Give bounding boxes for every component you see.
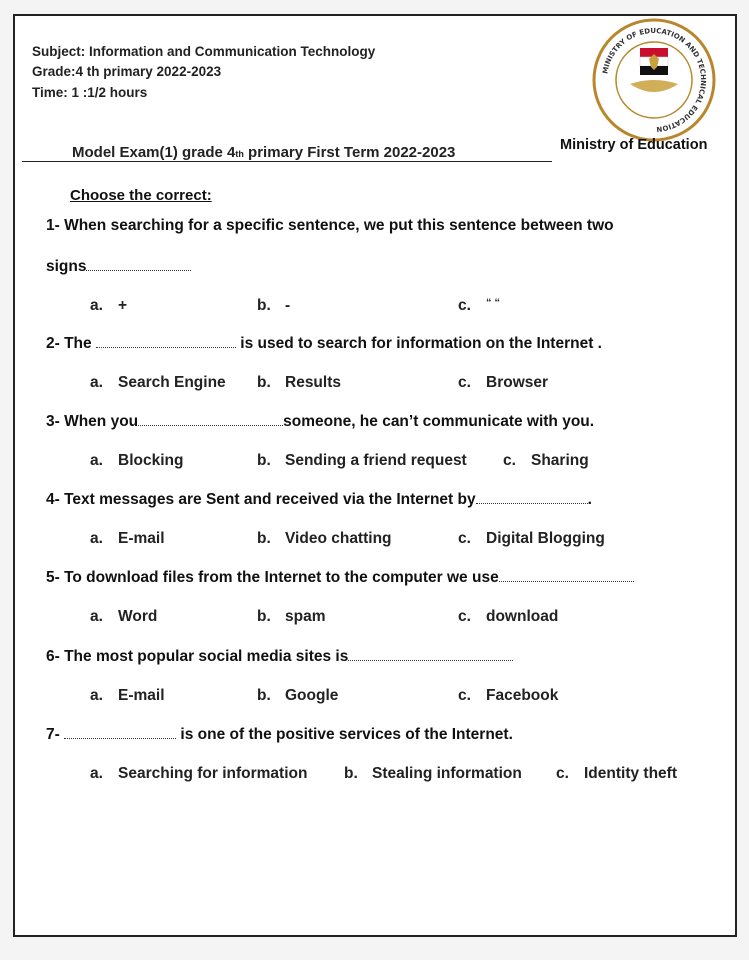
q5-option-a: a. Word — [90, 608, 158, 625]
question-1-line1: 1- When searching for a specific sentence, we put this sentence between two — [46, 217, 614, 234]
q6-option-c: c. Facebook — [458, 687, 559, 704]
instruction-heading: Choose the correct: — [70, 187, 212, 204]
q7-option-a: a. Searching for information — [90, 765, 308, 782]
q5-option-b: b. spam — [257, 608, 326, 625]
time-line: Time: 1 :1/2 hours — [32, 85, 148, 100]
q2-option-a: a. Search Engine — [90, 374, 226, 391]
q3-option-b: b. Sending a friend request — [257, 452, 467, 469]
exam-title: Model Exam(1) grade 4th primary First Term 2022-2023 — [72, 144, 456, 161]
q5-option-c: c. download — [458, 608, 559, 625]
q1-option-b: b. - — [257, 297, 291, 314]
answer-blank — [64, 737, 176, 739]
q7-option-c: c. Identity theft — [556, 765, 677, 782]
q3-option-c: c. Sharing — [503, 452, 589, 469]
question-3: 3- When you someone, he can’t communicate with you. — [46, 413, 595, 430]
q6-option-b: b. Google — [257, 687, 339, 704]
ministry-seal-logo — [592, 18, 716, 142]
q1-option-a: a. + — [90, 297, 128, 314]
q4-option-c: c. Digital Blogging — [458, 530, 605, 547]
answer-blank — [499, 580, 634, 582]
answer-blank — [348, 659, 513, 661]
q7-option-b: b. Stealing information — [344, 765, 522, 782]
question-5: 5- To download files from the Internet to the computer we use — [46, 569, 634, 587]
q2-option-c: c. Browser — [458, 374, 549, 391]
answer-blank — [476, 502, 588, 504]
subject-line: Subject: Information and Communication Technology — [32, 44, 376, 59]
grade-line: Grade:4 th primary 2022-2023 — [32, 64, 222, 79]
question-2: 2- The is used to search for information on the Internet . — [46, 335, 602, 352]
q3-option-a: a. Blocking — [90, 452, 184, 469]
question-6: 6- The most popular social media sites is — [46, 648, 513, 666]
q1-option-c: c. “ “ — [458, 297, 501, 314]
question-1-line2: signs — [46, 258, 191, 276]
q4-option-b: b. Video chatting — [257, 530, 392, 547]
ministry-label: Ministry of Education — [560, 137, 708, 153]
q6-option-a: a. E-mail — [90, 687, 165, 704]
answer-blank — [96, 346, 236, 348]
question-4: 4- Text messages are Sent and received via the Internet by . — [46, 491, 592, 508]
q2-option-b: b. Results — [257, 374, 341, 391]
title-underline — [22, 161, 552, 162]
answer-blank — [86, 269, 191, 271]
answer-blank — [138, 424, 283, 426]
q4-option-a: a. E-mail — [90, 530, 165, 547]
question-7: 7- is one of the positive services of the Internet. — [46, 726, 513, 743]
seal-ring-text: MINISTRY OF EDUCATION AND TECHNICAL EDUCATION — [601, 26, 708, 134]
